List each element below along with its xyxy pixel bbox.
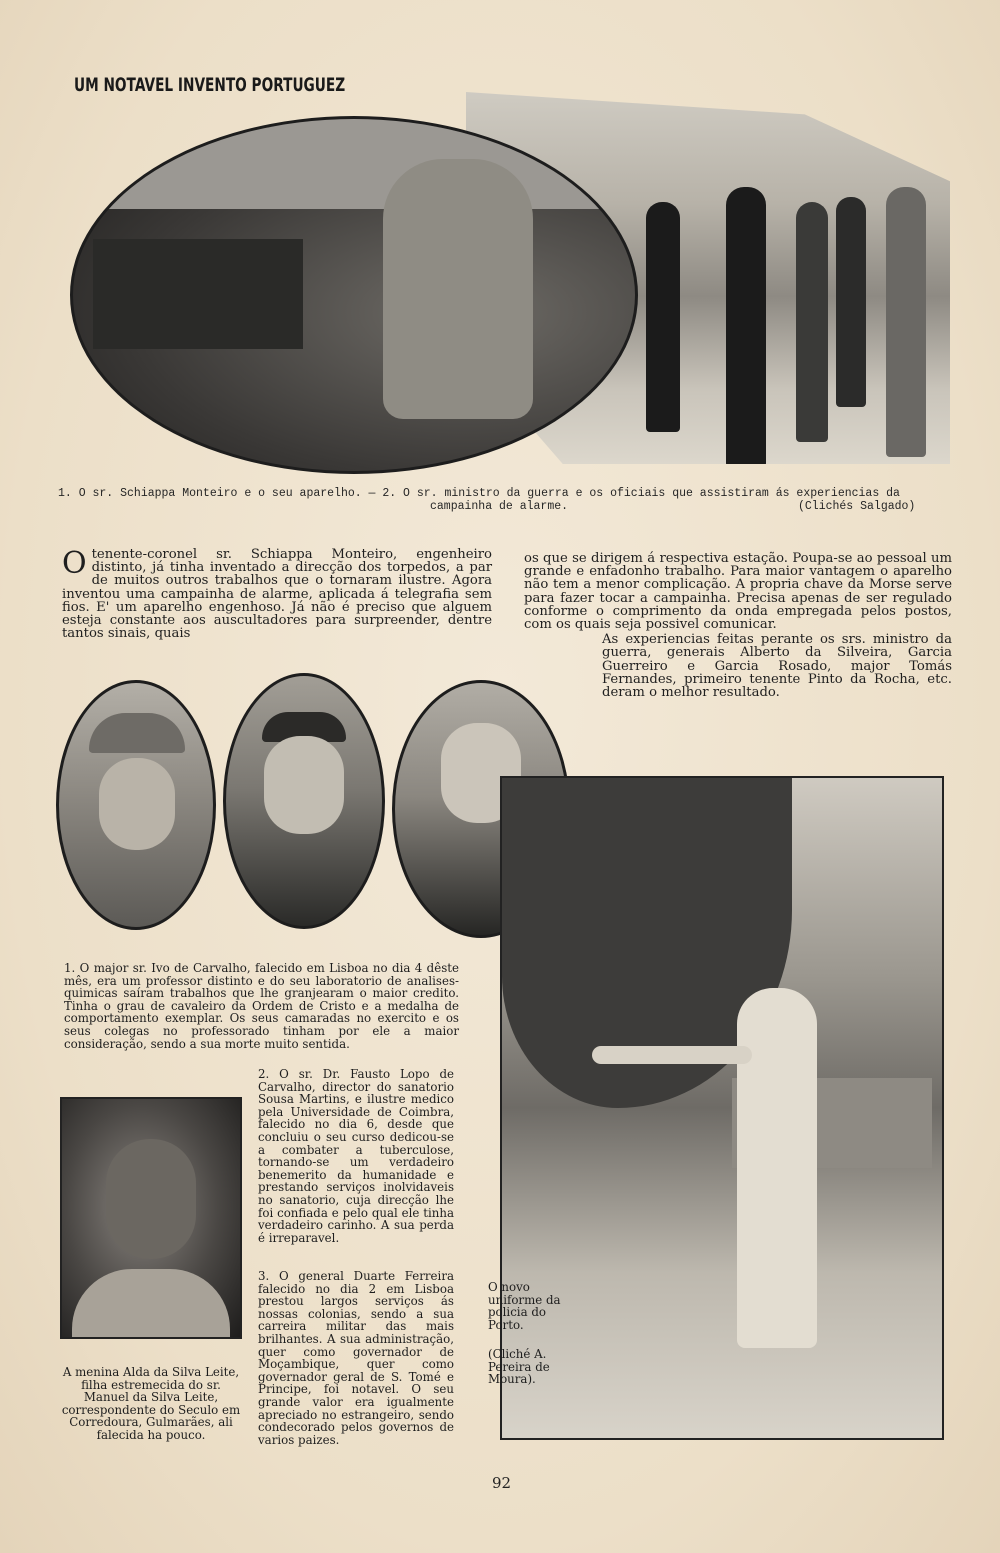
- portraits-caption-2: 2. O sr. Dr. Fausto Lopo de Carvalho, director do sanatorio Sousa Martins, e ilustre medico pela Universidade de Coimbra, falecido no dia 6, desde que concluiu o seu curso dedicou-se a combater a tuberculose, tornando-se um verdadeiro benemerito da humanidade e prestando serviços inolvidaveis no sanatorio, cuja direcção lhe foi confiada e pelo qual ele tinha verdadeiro carinho. A sua perda é irreparavel.: [258, 1067, 454, 1245]
- top-caption-line1: 1. O sr. Schiappa Monteiro e o seu aparelho. — 2. O sr. ministro da guerra e os oficiais que assistiram ás experiencias da: [58, 487, 900, 500]
- top-caption-credit: (Clichés Salgado): [798, 500, 916, 513]
- article-col2b: As experiencias feitas perante os srs. ministro da guerra, generais Alberto da Silveira, Garcia Guerreiro e Garcia Rosado, major Tomás Fernandes, primeiro tenente Pinto da Rocha, etc. deram o melhor resultado.: [602, 632, 952, 701]
- girl-photo: [60, 1097, 242, 1339]
- portrait-fausto-lopo-de-carvalho: [223, 673, 385, 929]
- page-number: 92: [492, 1474, 512, 1492]
- police-credit: (Cliché A. Pereira de Moura).: [488, 1347, 550, 1387]
- top-caption-line2: campainha de alarme.: [430, 500, 569, 513]
- article-col1: O tenente-coronel sr. Schiappa Monteiro, engenheiro distinto, já tinha inventado a direcção dos torpedos, a par de muitos outros trabalhos que o tornaram ilustre. Agora inventou uma campainha de alarme, aplicada á telegrafia sem fios. E' um aparelho engenhoso. Já não é preciso que alguem esteja constante aos auscultadores para surpreender, dentre tantos sinais, quais: [62, 546, 492, 642]
- article-col2a: os que se dirigem á respectiva estação. Poupa-se ao pessoal um grande e enfadonho trabalho. Para maior vantagem o aparelho não tem a menor complicação. A propria chave da Morse serve para fazer tocar a campainha. Precisa apenas de ser regulado conforme o comprimento da onda empregada pelos postos, com os quais seja possivel comunicar.: [524, 551, 952, 633]
- police-caption: O novo uniforme da policia do Porto.: [488, 1280, 561, 1332]
- portraits-caption-1: 1. O major sr. Ivo de Carvalho, falecido em Lisboa no dia 4 dêste mês, era um professor distinto e do seu laboratorio de analises-quimicas saíram trabalhos que lhe granjearam o maior credito. Tinha o grau de cavaleiro da Ordem de Cristo e a medalha de comportamento exemplar. Os seus camaradas no exercito e os seus colegas no professorado tinham por ele a maior consideração, sendo a sua morte muito sentida.: [64, 961, 459, 1051]
- girl-caption: A menina Alda da Silva Leite, filha estremecida do sr. Manuel da Silva Leite, correspondente do Seculo em Corredoura, Gulmarães, ali falecida ha pouco.: [61, 1365, 241, 1442]
- article-col2: [524, 552, 952, 699]
- portrait-ivo-de-carvalho: [56, 680, 216, 930]
- top-caption: [58, 487, 958, 513]
- police-uniform-photo: [500, 776, 944, 1440]
- portraits-caption-3: 3. O general Duarte Ferreira falecido no dia 2 em Lisboa prestou largos serviços ás nossas colonias, sendo a sua carreira militar das mais brilhantes. A sua administração, quer como governador de Moçambique, quer como governador geral de S. Tomé e Principe, foi notavel. O seu grande valor era igualmente apreciado no estrangeiro, sendo condecorado pelos governos de varios paizes.: [258, 1269, 454, 1447]
- inventor-oval-photo: [70, 116, 638, 474]
- headline: UM NOTAVEL INVENTO PORTUGUEZ: [74, 74, 346, 96]
- article-col1-text: tenente-coronel sr. Schiappa Monteiro, engenheiro distinto, já tinha inventado a direcção dos torpedos, a par de muitos outros trabalhos que o tornaram ilustre. Agora inventou uma campainha de alarme, aplicada á telegrafia sem fios. E' um aparelho engenhoso. Já não é preciso que alguem esteja constante aos auscultadores para surpreender, dentre tantos sinais, quais: [62, 547, 492, 642]
